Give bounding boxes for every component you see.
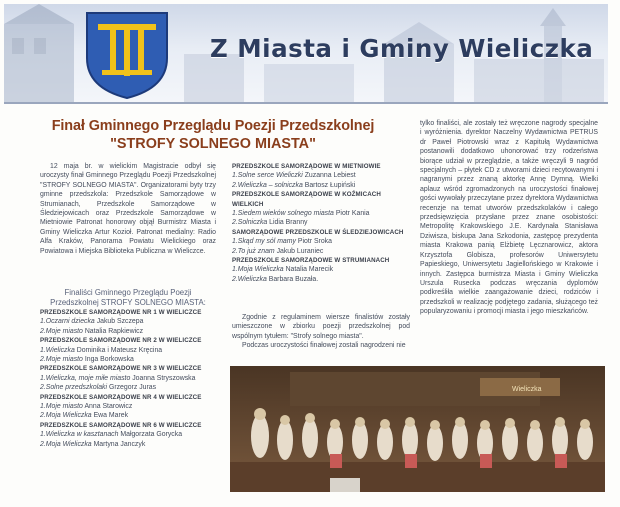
- poem-title: 2.Moja Wieliczka: [40, 412, 92, 420]
- poem-title: 1.Moje miasto: [40, 403, 83, 411]
- poem-entry: [232, 265, 410, 274]
- poem-entry: [40, 374, 216, 383]
- finalists-list-1: [40, 288, 216, 449]
- regulations-note: [232, 313, 410, 351]
- poem-author: Bartosz Łupiński: [304, 181, 356, 189]
- poem-entry: [40, 402, 216, 411]
- poem-title: 2.Moja Wieliczka: [40, 440, 92, 448]
- poem-title: 1.Solne serce Wieliczki: [232, 172, 303, 180]
- finalists-list-2: [232, 162, 410, 284]
- school-heading: PRZEDSZKOLE SAMORZĄDOWE NR 2 W WIELICZCE: [40, 337, 202, 345]
- poem-author: Lidia Branny: [269, 219, 308, 227]
- header-rule: [4, 102, 608, 104]
- poem-title: 1.Oczarni dziecka: [40, 318, 95, 326]
- school-heading: PRZEDSZKOLE SAMORZĄDOWE NR 1 W WIELICZCE: [40, 309, 202, 316]
- poem-author: Jakub Luraniec: [276, 247, 324, 255]
- poem-author: Jakub Szczepa: [96, 318, 144, 326]
- group-photo: [230, 366, 605, 492]
- article-title-line1: Finał Gminnego Przeglądu Poezji Przedszkolnej: [51, 118, 375, 134]
- article-title: [14, 118, 412, 153]
- poem-author: Martyna Janczyk: [93, 440, 146, 448]
- poem-author: Piotr Sroka: [297, 238, 332, 246]
- poem-title: 2.Wieliczka: [232, 275, 267, 283]
- poem-title: 1.Wieliczka: [40, 346, 75, 354]
- poem-author: Joanna Stryszowska: [132, 374, 196, 382]
- poem-entry: [232, 275, 410, 284]
- poem-title: 1.Skąd my sól mamy: [232, 238, 296, 246]
- header-banner: [4, 4, 608, 104]
- school-heading: PRZEDSZKOLE SAMORZĄDOWE W STRUMIANACH: [232, 257, 390, 265]
- ceremony-paragraph-start: Podczas uroczystości finałowej zostali nagrodzeni nie: [242, 342, 406, 350]
- poem-author: Zuzanna Lebiest: [304, 172, 356, 180]
- note-paragraph: Zgodnie z regulaminem wiersze finalistów zostały umieszczone w zbiorku poezji przedszkolnej pod wspólnym tytułem: "Strofy solnego miasta".: [232, 314, 410, 340]
- poem-author: Barbara Buzała.: [268, 275, 319, 283]
- poem-title: 1.Wieliczka, moje miłe miasto: [40, 374, 131, 382]
- poem-author: Inga Borkowska: [84, 356, 134, 364]
- poem-title: 2.Moje miasto: [40, 327, 83, 335]
- poem-entry: [40, 327, 216, 336]
- poem-author: Natalia Marecik: [285, 266, 334, 274]
- poem-entry: [40, 383, 216, 392]
- ceremony-paragraph: tylko finaliści, ale zostały też wręczone nagrody specjalne i wyróżnienia. dyrektor Naczelny Wydawnictwa PETRUS dr Paweł Piotrowski wraz z Kapitułą Wydawnictwa postanowili dodatkowo uhonorować trzy rodzeństwa biorące udział w przeglądzie, a także wręczyli 9 nagród specjalnych – płytek CD z utworami dzieci recytowanymi i nagranymi przez znaną aktorkę Annę Dymną. Wielki aplauz wśród zgromadzonych na uroczystości finałowej gości wywołały przeczytane przez dyrektora Wydawnictwa recenzje na temat utworów przedszkolaków i całego przedsięwzięcia przysłane przez znane osobistości: Metropolitę Krakowskiego J.E. Kardynała Stanisława Dziwisza, biskupa Jana Szkodonia, zastępcę prezydenta miasta Krakowa panią Elżbietę Lęcznarowicz, aktora Krzysztofa Globisza, profesorów Uniwersytetu Papieskiego, Uniwersytetu Jagiellońskiego w Krakowie i innych. Zastępca burmistrza Miasta i Gminy Wieliczka Urszula Rusecka podczas wręczania dyplomów podkreśliła wielkie zaangażowanie dzieci, rodziców i przedszkoli w realizację podjętego zadania, służącego też popularyzowaniu i promocji miasta i jego mieszkańców.: [420, 120, 599, 316]
- poem-author: Piotr Kania: [335, 210, 370, 218]
- poem-title: 2.Wieliczka – solniczka: [232, 181, 303, 189]
- poem-author: Natalia Rapkiewicz: [84, 327, 144, 335]
- poem-entry: [40, 317, 216, 326]
- poem-entry: [40, 440, 216, 449]
- poem-title: 2.Solne przedszkolaki: [40, 384, 108, 392]
- article-title-line2: "STROFY SOLNEGO MIASTA": [110, 136, 316, 152]
- school-heading: PRZEDSZKOLE SAMORZĄDOWE W KOŹMICACH WIELKICH: [232, 191, 381, 208]
- poem-entry: [40, 346, 216, 355]
- poem-title: 1.Wieliczka w kasztanach: [40, 431, 119, 439]
- school-heading: PRZEDSZKOLE SAMORZĄDOWE W MIETNIOWIE: [232, 163, 381, 170]
- coat-of-arms-icon: [84, 10, 170, 100]
- poem-title: 1.Moja Wieliczka: [232, 266, 284, 274]
- children-group-photo-image: [230, 366, 605, 492]
- poem-entry: [40, 411, 216, 420]
- poem-author: Grzegorz Juras: [108, 384, 157, 392]
- poem-entry: [232, 237, 410, 246]
- poem-entry: [232, 218, 410, 227]
- poem-title: 2.Solniczka: [232, 219, 268, 227]
- school-heading: PRZEDSZKOLE SAMORZĄDOWE NR 3 W WIELICZCE: [40, 365, 202, 373]
- poem-entry: [232, 247, 410, 256]
- poem-author: Dominika i Mateusz Kręcina: [76, 346, 163, 354]
- schools-col2: [232, 162, 410, 284]
- poem-entry: [40, 355, 216, 364]
- school-heading: SAMORZĄDOWE PRZEDSZKOLE W ŚLEDZIEJOWICACH: [232, 228, 404, 236]
- poem-author: Małgorzata Gorycka: [120, 431, 183, 439]
- poem-entry: [40, 430, 216, 439]
- poem-title: 1.Siedem wieków solnego miasta: [232, 210, 334, 218]
- poem-entry: [232, 181, 410, 190]
- schools-col1: [40, 308, 216, 449]
- poem-author: Ewa Marek: [93, 412, 129, 420]
- poem-entry: [232, 171, 410, 180]
- poem-title: 2.Moje miasto: [40, 356, 83, 364]
- photo-banner-text: Wieliczka: [512, 386, 542, 393]
- poem-title: 2.To już znam: [232, 247, 275, 255]
- lead-paragraph: 12 maja br. w wielickim Magistracie odbył się uroczysty finał Gminnego Przeglądu Poezji Przedszkolnej "STROFY SOLNEGO MIASTA". Organizatorami byty trzy gminne przedszkola: Przedszkole Samorządowe w Strumianach, Przedszkole Samorządowe w Śledziejowicach oraz Przedszkole Samorządowe w Mietniowie Patronat honorowy objął Burmistrz Miasta i Gminy Wieliczka Artur Kozioł. Patronat medialny: Radio Alfa Kraków, Panorama Powiatu Wielickiego oraz Powiatowa i Miejska Biblioteka Publiczna w Wieliczce.: [40, 163, 216, 255]
- header-title: Z Miasta i Gminy Wieliczka: [210, 34, 594, 63]
- poem-entry: [232, 209, 410, 218]
- finalists-intro: Finaliści Gminnego Przeglądu Poezji Przedszkolnej STROFY SOLNEGO MIASTA:: [50, 288, 206, 307]
- school-heading: PRZEDSZKOLE SAMORZĄDOWE NR 4 W WIELICZCE: [40, 393, 202, 401]
- school-heading: PRZEDSZKOLE SAMORZĄDOWE NR 6 W WIELICZCE: [40, 421, 202, 429]
- poem-author: Anna Starowicz: [84, 403, 133, 411]
